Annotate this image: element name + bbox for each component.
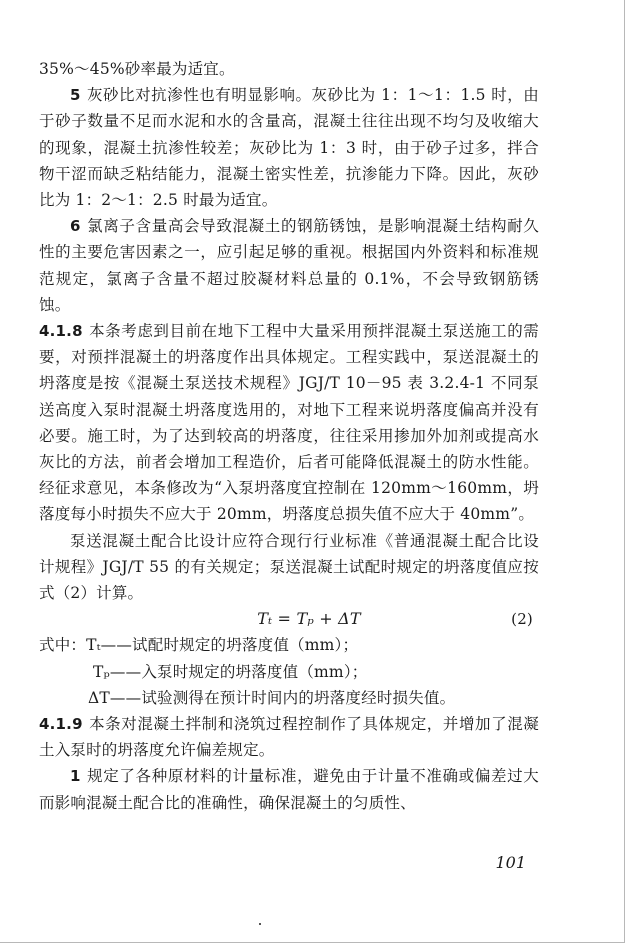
paragraph-text: 规定了各种原材料的计量标准，避免由于计量不准确或偏差过大而影响混凝土配合比的准确性，确保混凝土的匀质性、 xyxy=(39,767,539,812)
formula-2 xyxy=(39,606,539,632)
section-number: 4.1.9 xyxy=(39,715,83,734)
item-number: 6 xyxy=(70,217,81,236)
paragraph-sand-ratio: 35%～45%砂率最为适宜。 xyxy=(39,60,235,78)
body-text xyxy=(39,56,539,816)
section-number: 4.1.8 xyxy=(39,322,83,341)
section-text: 本条对混凝土拌制和浇筑过程控制作了具体规定，并增加了混凝土入泵时的坍落度允许偏差规定。 xyxy=(39,715,539,760)
page-number: 101 xyxy=(495,853,526,872)
variable-definition-tt: 式中：Tₜ——试配时规定的坍落度值（mm）； xyxy=(39,636,359,655)
section-text: 本条考虑到目前在地下工程中大量采用预拌混凝土泵送施工的需要，对预拌混凝土的坍落度作出具体规定。工程实践中，泵送混凝土的坍落度是按《混凝土泵送技术规程》JGJ/T 10－95 表 3.2.4-1 不同泵送高度入泵时混凝土坍落度选用的，对地下工程来说坍落度偏高并没有必要。施工时，为了达到较高的坍落度，往往采用掺加外加剂或提高水灰比的方法，前者会增加工程造价，后者可能降低混凝土的防水性能。经征求意见，本条修改为“入泵坍落度宜控制在 120mm～160mm，坍落度每小时损失不应大于 20mm，坍落度总损失值不应大于 40mm”。 xyxy=(39,322,539,524)
paragraph-text: 灰砂比对抗渗性也有明显影响。灰砂比为 1：1～1：1.5 时，由于砂子数量不足而水泥和水的含量高，混凝土往往出现不均匀及收缩大的现象，混凝土抗渗性较差；灰砂比为 1：3 时，由于砂子过多，拌合物干涩而缺乏粘结能力，混凝土密实性差，抗渗能力下降。因此，灰砂比为 1：2～1：2.5 时最为适宜。 xyxy=(39,86,539,210)
section-4-1-8 xyxy=(39,318,539,528)
item-number: 5 xyxy=(70,86,81,105)
paragraph-pump-mix: 泵送混凝土配合比设计应符合现行行业标准《普通混凝土配合比设计规程》JGJ/T 55 的有关规定；泵送混凝土试配时规定的坍落度值应按式（2）计算。 xyxy=(39,531,539,603)
paragraph-item-1 xyxy=(39,763,539,815)
paragraph-text: 氯离子含量高会导致混凝土的钢筋锈蚀，是影响混凝土结构耐久性的主要危害因素之一，应引起足够的重视。根据国内外资料和标准规范规定，氯离子含量不超过胶凝材料总量的 0.1%，不会导致钢筋锈蚀。 xyxy=(39,217,539,314)
item-number: 1 xyxy=(70,767,81,786)
formula-expression: Tₜ = Tₚ + ΔT xyxy=(257,609,361,629)
scan-dot xyxy=(259,923,261,925)
paragraph-item-5 xyxy=(39,82,539,213)
section-4-1-9 xyxy=(39,711,539,763)
variable-definition-tp: Tₚ——入泵时规定的坍落度值（mm）； xyxy=(93,662,368,681)
formula-number: (2) xyxy=(511,610,533,629)
paragraph-item-6 xyxy=(39,213,539,318)
variable-definition-delta-t: ΔT——试验测得在预计时间内的坍落度经时损失值。 xyxy=(88,688,456,707)
